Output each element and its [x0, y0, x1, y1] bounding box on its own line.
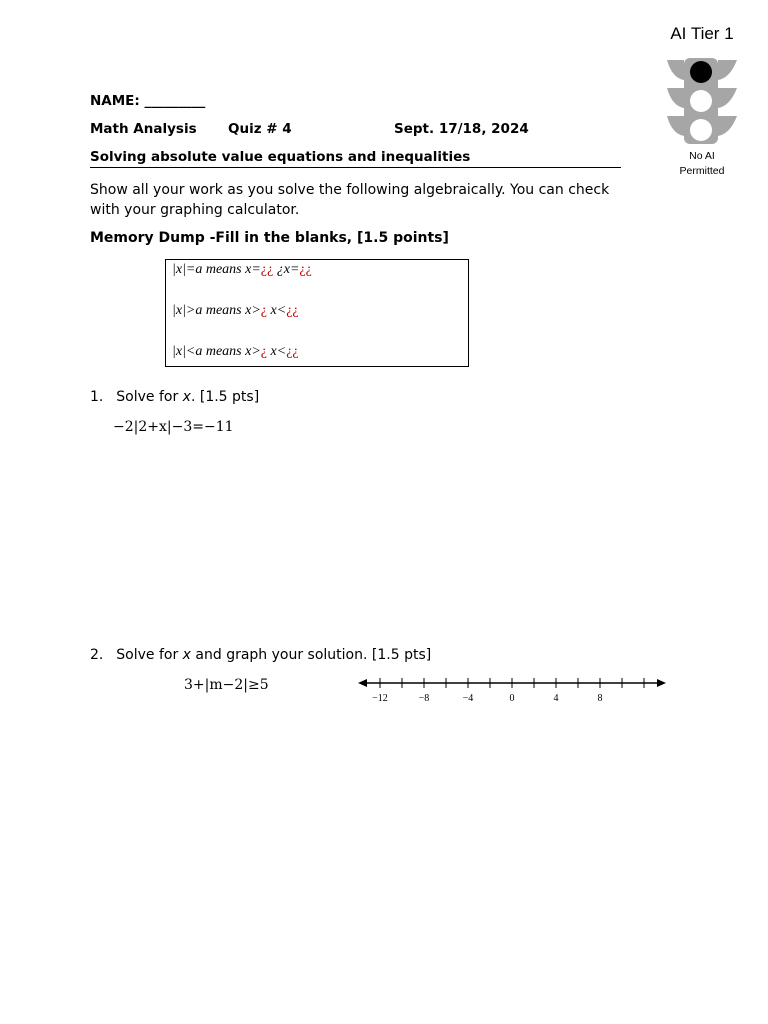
traffic-light-top — [690, 61, 712, 83]
quiz-subtitle: Solving absolute value equations and inequalities — [90, 149, 621, 168]
number-line-arrow-left — [358, 679, 367, 687]
ai-tier-caption-line1: No AI — [689, 150, 715, 162]
ai-tier-title: AI Tier 1 — [670, 24, 734, 43]
memory-dump-heading — [90, 230, 449, 246]
blank[interactable]: ¿ — [260, 303, 268, 318]
ai-tier-badge — [660, 22, 744, 192]
question-2-equation: 3+|m−2|≥5 — [184, 677, 269, 693]
number-line-label: 8 — [597, 693, 603, 704]
question-number: 2. — [90, 647, 104, 663]
number-line-label: −12 — [372, 693, 388, 704]
question-1-equation: −2|2+x|−3=−11 — [113, 419, 234, 435]
blank[interactable]: ¿¿ — [299, 262, 312, 277]
number-line-arrow-right — [657, 679, 666, 687]
number-line-label: 4 — [553, 693, 559, 704]
question-2-prompt: 2. Solve for x and graph your solution. [1.5 pts] — [90, 647, 432, 663]
memory-dump-instructions: -Fill in the blanks, [1.5 points] — [204, 230, 449, 246]
memory-dump-title: Memory Dump — [90, 230, 205, 246]
number-line-label: 0 — [509, 693, 515, 704]
traffic-light-middle — [690, 90, 712, 112]
memory-line-1: |x|=a means x=¿¿ ¿x=¿¿ — [172, 262, 312, 277]
memory-dump-box — [165, 259, 469, 367]
traffic-light-bottom — [690, 119, 712, 141]
question-number: 1. — [90, 389, 104, 405]
course-title: Math Analysis — [90, 121, 197, 137]
instructions-text: Show all your work as you solve the following algebraically. You can check with your graphing calculator. — [90, 182, 610, 218]
number-line-label: −4 — [462, 693, 474, 704]
quiz-date: Sept. 17/18, 2024 — [394, 121, 529, 137]
question-1-prompt: 1. Solve for x. [1.5 pts] — [90, 389, 260, 405]
blank[interactable]: ¿¿ — [260, 262, 274, 277]
ai-tier-caption — [660, 149, 744, 179]
ai-tier-caption-line2: Permitted — [679, 165, 725, 177]
name-field-label: NAME: _________ — [90, 93, 206, 109]
blank[interactable]: ¿¿ — [286, 303, 299, 318]
memory-line-2: |x|>a means x>¿ x<¿¿ — [172, 303, 299, 318]
quiz-header-row — [90, 121, 650, 139]
quiz-number: Quiz # 4 — [228, 121, 292, 137]
number-line[interactable] — [352, 675, 672, 705]
blank[interactable]: ¿ — [260, 344, 268, 359]
memory-line-3: |x|<a means x>¿ x<¿¿ — [172, 344, 299, 359]
blank[interactable]: ¿¿ — [286, 344, 299, 359]
number-line-label: −8 — [418, 693, 430, 704]
